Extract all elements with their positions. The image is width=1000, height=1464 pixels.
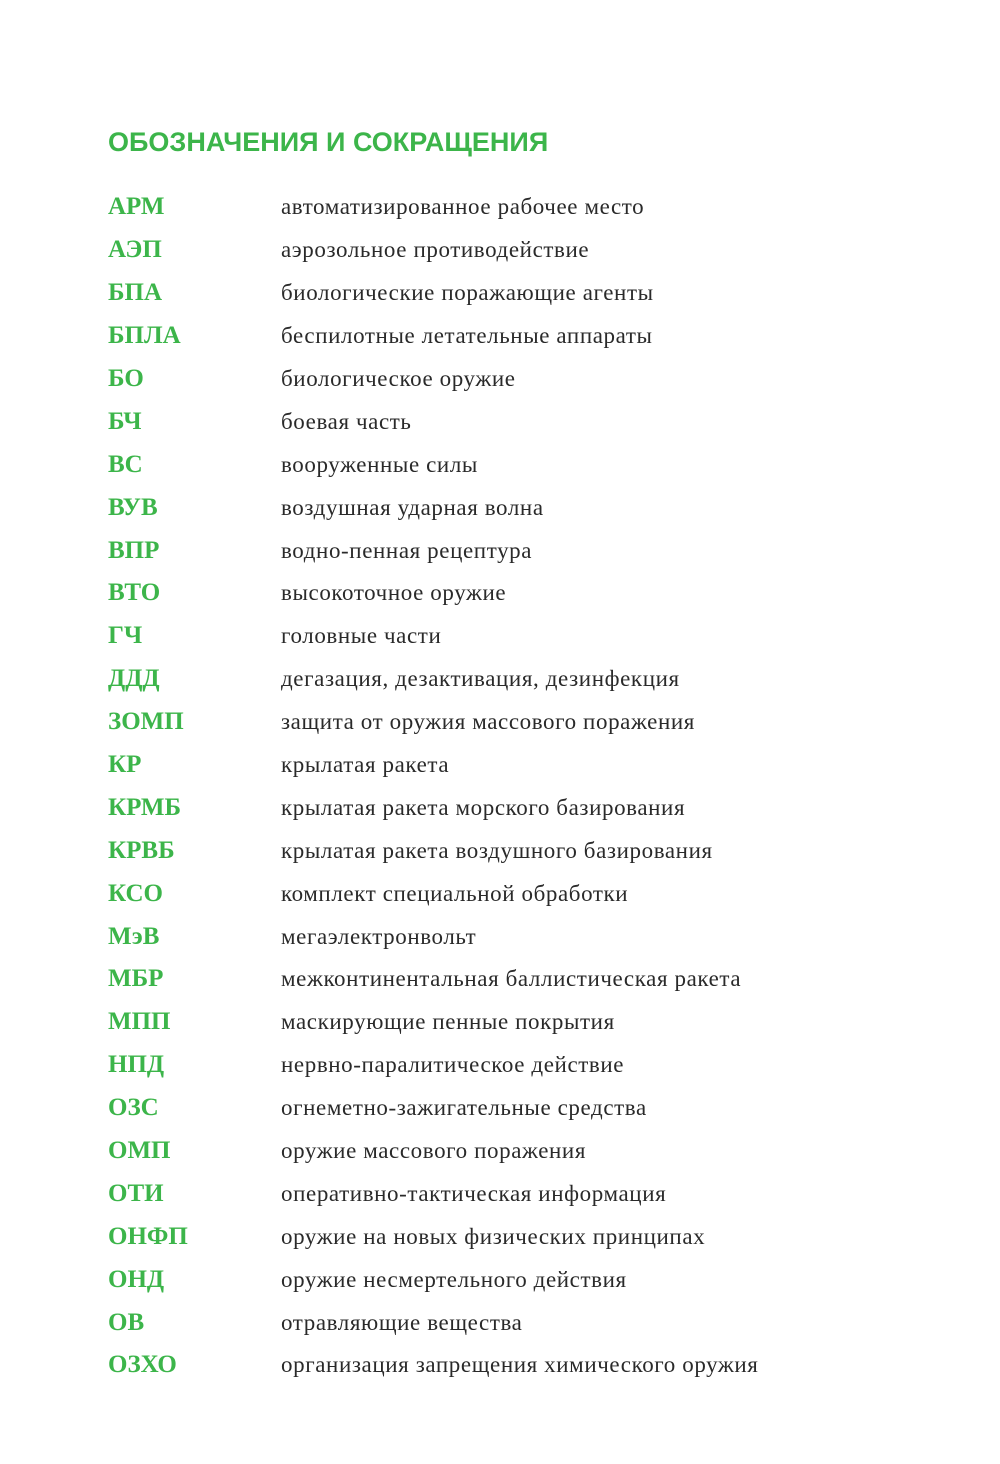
- abbreviation-definition: огнеметно-зажигательные средства: [281, 1095, 647, 1121]
- abbreviation-term: ОМП: [108, 1137, 171, 1165]
- abbreviation-term: ВПР: [108, 536, 160, 564]
- abbreviation-definition: дегазация, дезактивация, дезинфекция: [281, 666, 680, 692]
- abbreviation-row: [108, 443, 948, 486]
- page-title: ОБОЗНАЧЕНИЯ И СОКРАЩЕНИЯ: [108, 127, 549, 157]
- abbreviation-term: МэВ: [108, 922, 160, 950]
- abbreviation-definition: комплект специальной обработки: [281, 880, 629, 906]
- abbreviation-row: [108, 872, 948, 915]
- abbreviation-row: [108, 572, 948, 615]
- abbreviation-row: [108, 1001, 948, 1044]
- abbreviation-definition: отравляющие вещества: [281, 1309, 523, 1335]
- abbreviation-row: [108, 615, 948, 658]
- abbreviation-term: КРВБ: [108, 836, 175, 864]
- abbreviation-row: [108, 358, 948, 401]
- abbreviation-term: КРМБ: [108, 793, 182, 821]
- abbreviation-definition: биологические поражающие агенты: [281, 280, 654, 306]
- abbreviation-row: [108, 744, 948, 787]
- abbreviation-definition: крылатая ракета воздушного базирования: [281, 837, 713, 863]
- abbreviation-term: ВТО: [108, 579, 161, 607]
- abbreviation-row: [108, 1344, 948, 1387]
- abbreviation-definition: оружие массового поражения: [281, 1138, 586, 1164]
- abbreviation-term: ОНФП: [108, 1222, 188, 1250]
- abbreviation-row: [108, 315, 948, 358]
- abbreviation-row: [108, 1130, 948, 1173]
- abbreviation-row: [108, 915, 948, 958]
- abbreviation-row: [108, 486, 948, 529]
- abbreviation-term: ДДД: [108, 665, 160, 693]
- abbreviation-definition: нервно-паралитическое действие: [281, 1052, 625, 1078]
- abbreviation-definition: организация запрещения химического оружия: [281, 1352, 759, 1378]
- abbreviation-row: [108, 1258, 948, 1301]
- abbreviation-term: ОТИ: [108, 1179, 164, 1207]
- abbreviation-definition: защита от оружия массового поражения: [281, 709, 695, 735]
- abbreviation-term: БПЛА: [108, 322, 181, 350]
- abbreviation-list: [108, 186, 948, 1387]
- abbreviation-definition: оружие несмертельного действия: [281, 1266, 627, 1292]
- abbreviation-term: БО: [108, 365, 144, 392]
- abbreviation-row: [108, 658, 948, 701]
- abbreviation-definition: воздушная ударная волна: [281, 494, 544, 520]
- abbreviation-term: МБР: [108, 965, 164, 993]
- abbreviation-definition: оружие на новых физических принципах: [281, 1223, 706, 1249]
- abbreviation-term: БЧ: [108, 407, 142, 435]
- abbreviation-definition: крылатая ракета: [281, 752, 450, 778]
- abbreviation-row: [108, 701, 948, 744]
- abbreviation-row: [108, 1172, 948, 1215]
- abbreviation-term: МПП: [108, 1008, 171, 1036]
- abbreviation-definition: крылатая ракета морского базирования: [281, 794, 686, 820]
- abbreviation-row: [108, 272, 948, 315]
- abbreviation-row: [108, 1301, 948, 1344]
- abbreviation-term: АЭП: [108, 236, 162, 264]
- abbreviation-row: [108, 1044, 948, 1087]
- abbreviation-term: ОВ: [108, 1308, 145, 1336]
- abbreviation-definition: межконтинентальная баллистическая ракета: [281, 966, 742, 992]
- abbreviation-row: [108, 958, 948, 1001]
- abbreviation-term: ОЗХО: [108, 1351, 177, 1379]
- abbreviation-definition: вооруженные силы: [281, 451, 478, 477]
- abbreviation-term: НПД: [108, 1051, 165, 1079]
- abbreviation-term: ЗОМП: [108, 708, 184, 736]
- abbreviation-definition: биологическое оружие: [281, 366, 516, 391]
- abbreviation-term: КР: [108, 751, 142, 779]
- abbreviation-row: [108, 1215, 948, 1258]
- abbreviation-definition: беспилотные летательные аппараты: [281, 323, 653, 349]
- abbreviation-row: [108, 786, 948, 829]
- abbreviation-definition: водно-пенная рецептура: [281, 537, 533, 563]
- abbreviation-term: ОЗС: [108, 1094, 159, 1122]
- abbreviation-term: ГЧ: [108, 622, 143, 650]
- abbreviation-definition: аэрозольное противодействие: [281, 237, 590, 263]
- abbreviation-term: БПА: [108, 279, 163, 307]
- abbreviation-term: ОНД: [108, 1265, 165, 1293]
- abbreviation-definition: автоматизированное рабочее место: [281, 194, 645, 220]
- abbreviation-definition: высокоточное оружие: [281, 580, 507, 606]
- abbreviation-row: [108, 1087, 948, 1130]
- abbreviation-term: ВС: [108, 450, 143, 478]
- abbreviation-row: [108, 400, 948, 443]
- abbreviation-row: [108, 186, 948, 229]
- abbreviation-definition: головные части: [281, 623, 442, 649]
- abbreviation-term: ВУВ: [108, 493, 158, 521]
- abbreviation-term: АРМ: [108, 193, 165, 221]
- abbreviation-definition: оперативно-тактическая информация: [281, 1180, 667, 1206]
- abbreviation-row: [108, 829, 948, 872]
- abbreviation-row: [108, 229, 948, 272]
- abbreviation-definition: боевая часть: [281, 408, 412, 434]
- abbreviation-term: КСО: [108, 879, 164, 907]
- abbreviation-definition: мегаэлектронвольт: [281, 923, 477, 949]
- abbreviation-definition: маскирующие пенные покрытия: [281, 1009, 615, 1035]
- abbreviation-row: [108, 529, 948, 572]
